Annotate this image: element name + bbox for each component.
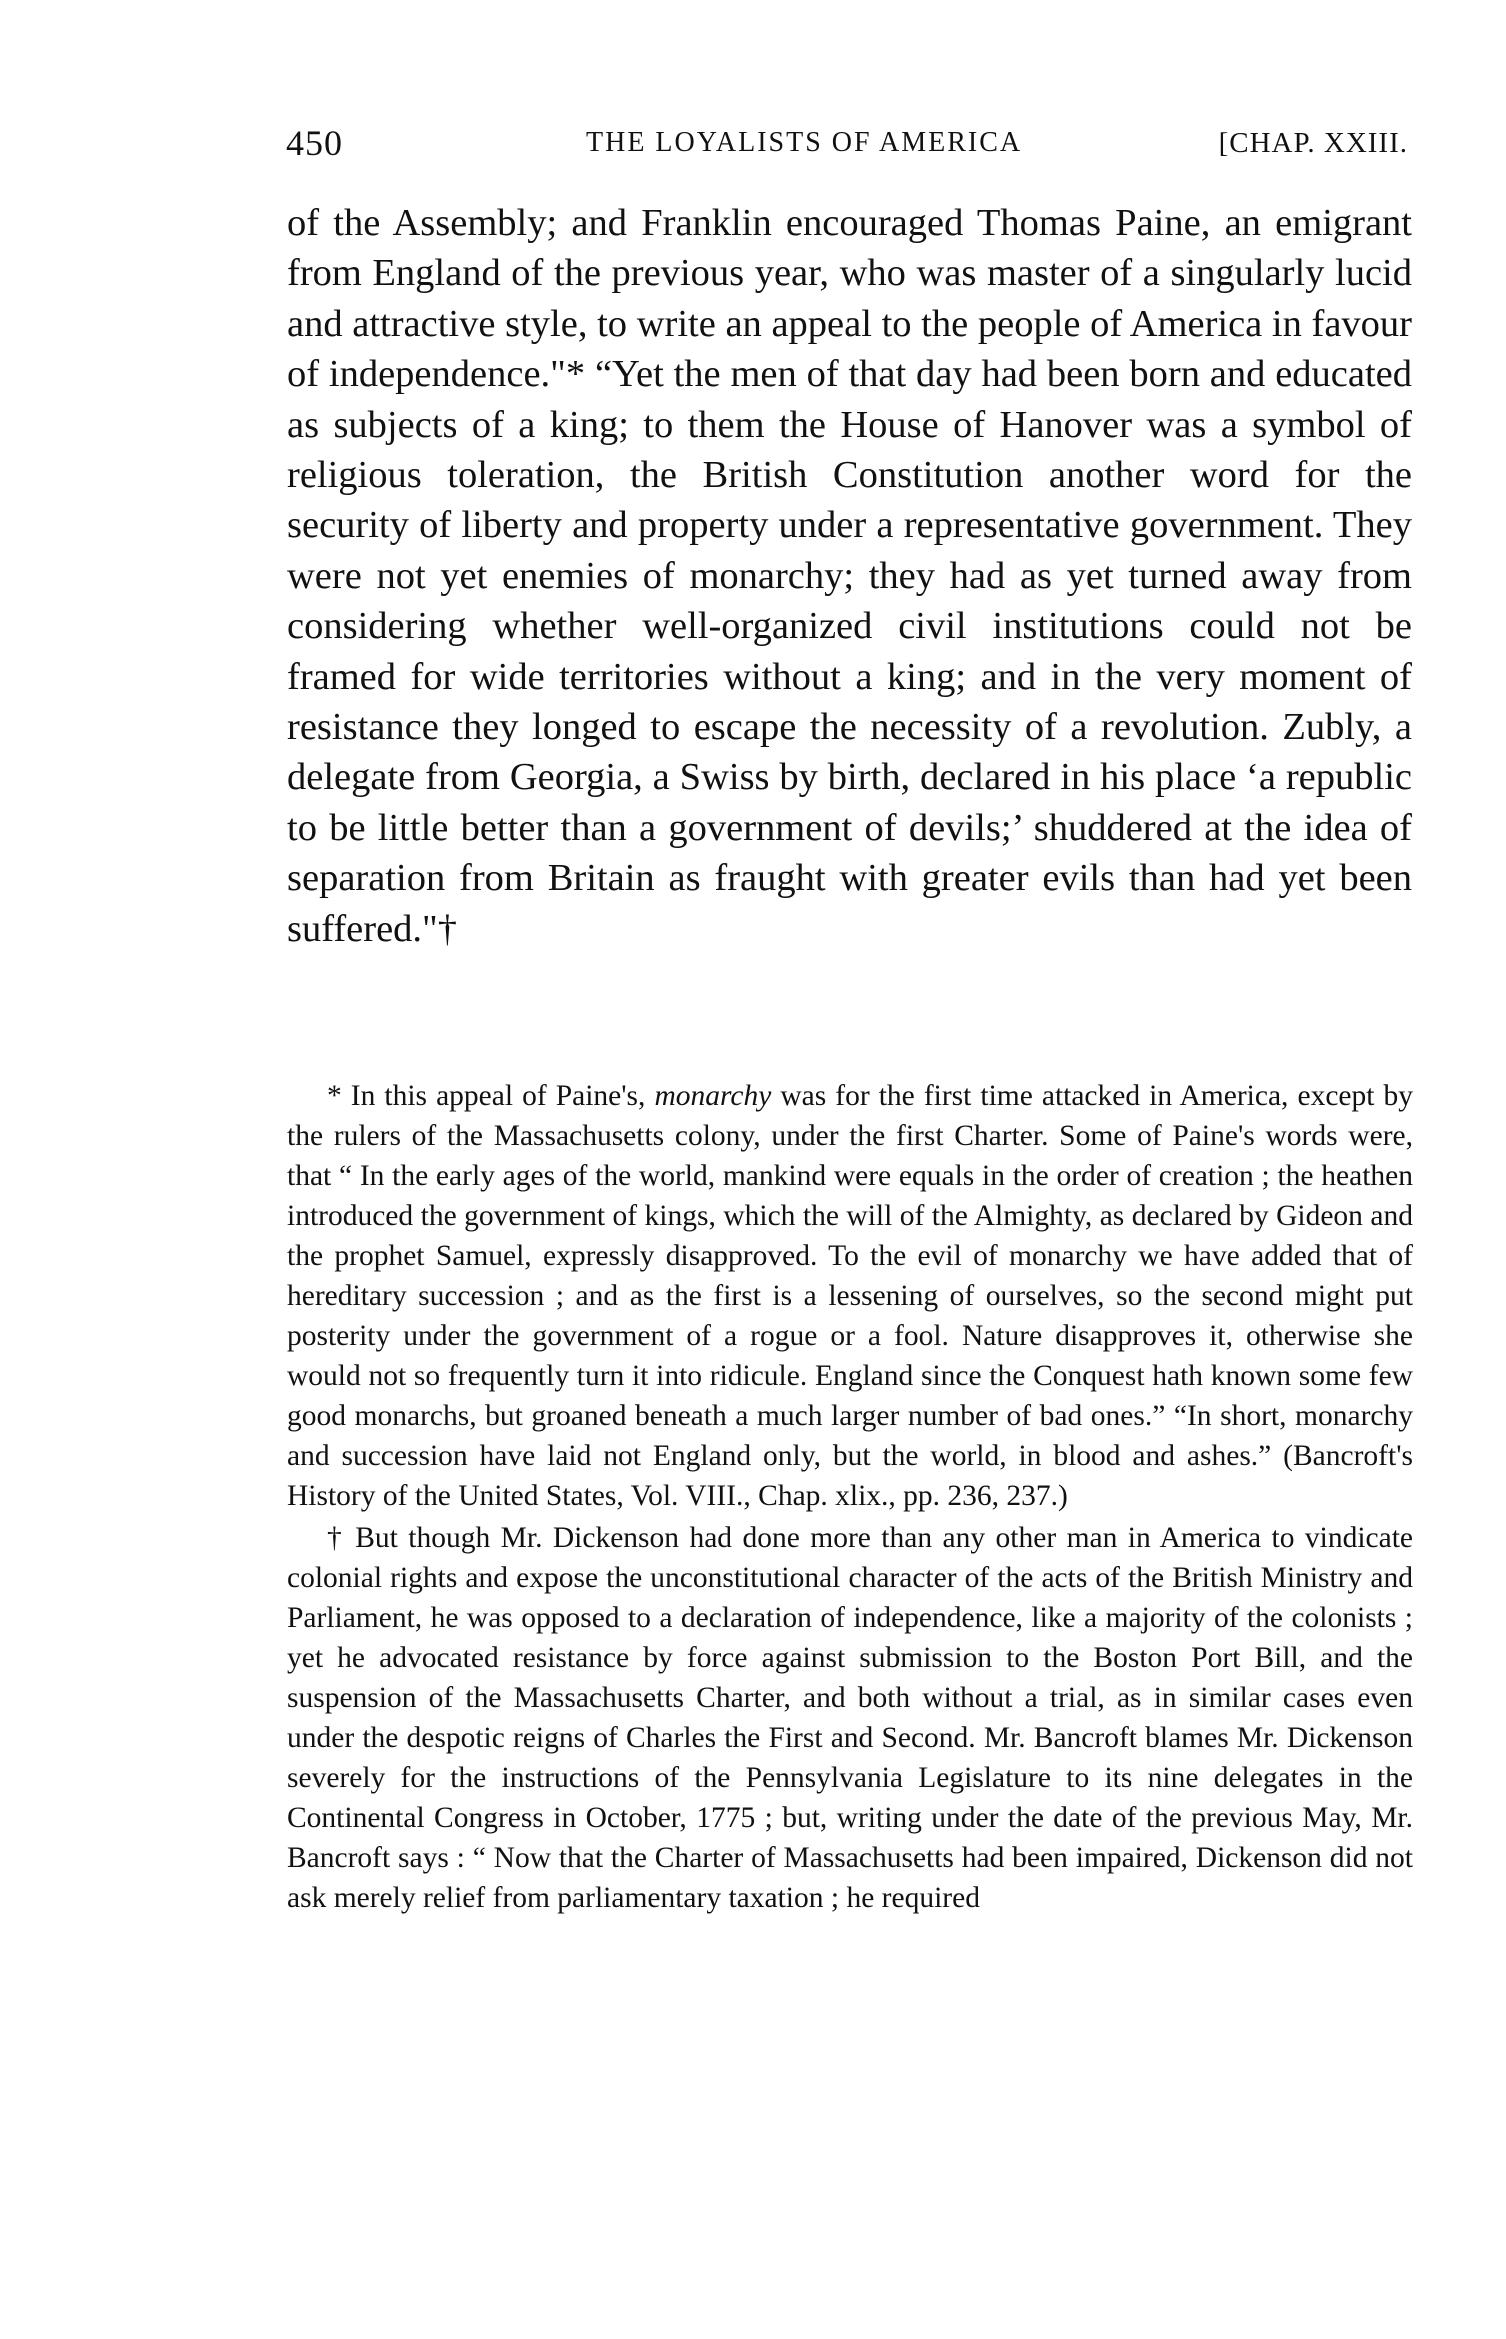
page-number: 450 bbox=[286, 123, 343, 163]
body-paragraph: of the Assembly; and Franklin encouraged Thomas Paine, an emigrant from England of the previous year, who was master of a singularly lucid and attractive style, to write an appeal to the people of America in favour of independence."* “Yet the men of that day had been born and educated as subjects of a king; to them the House of Hanover was a symbol of religious toleration, the British Constitution another word for the security of liberty and property under a representative government. They were not yet enemies of monarchy; they had as yet turned away from considering whether well-organized civil institutions could not be framed for wide territories without a king; and in the very moment of resistance they longed to escape the necessity of a revolution. Zubly, a delegate from Georgia, a Swiss by birth, declared in his place ‘a republic to be little better than a government of devils;’ shuddered at the idea of separation from Britain as fraught with greater evils than had yet been suffered."† bbox=[287, 202, 1412, 950]
footnote-star-text-start: * In this appeal of Paine's, bbox=[327, 1080, 655, 1112]
footnote-dagger: † But though Mr. Dickenson had done more than any other man in America to vindicate colonial rights and expose the unconstitutional character of the acts of the British Ministry and Parliament, he was opposed to a declaration of independence, like a majority of the colonists ; yet he advocated resistance by force against submission to the Boston Port Bill, and the suspension of the Massachusetts Charter, and both without a trial, as in similar cases even under the despotic reigns of Charles the First and Second. Mr. Bancroft blames Mr. Dickenson severely for the instructions of the Pennsylvania Legislature to its nine delegates in the Continental Congress in October, 1775 ; but, writing under the date of the previous May, Mr. Bancroft says : “ Now that the Charter of Massachusetts had been impaired, Dickenson did not ask merely relief from parliamentary taxation ; he required bbox=[287, 1522, 1413, 1914]
running-header bbox=[286, 118, 1408, 168]
footnote-star-italic: monarchy bbox=[654, 1080, 772, 1112]
chapter-label: [CHAP. XXIII. bbox=[1218, 127, 1408, 159]
footnote-star-text-end: was for the first time attacked in America, except by the rulers of the Massachusetts colony, under the first Charter. Some of Paine's words were, that “ In the early ages of the world, mankind were equals in the order of creation ; the heathen introduced the government of kings, which the will of the Almighty, as declared by Gideon and the prophet Samuel, expressly disapproved. To the evil of monarchy we have added that of hereditary succession ; and as the first is a lessening of ourselves, so the second might put posterity under the government of a rogue or a fool. Nature disapproves it, otherwise she would not so frequently turn it into ridicule. England since the Conquest hath known some few good monarchs, but groaned beneath a much larger number of bad ones.” “In short, monarchy and succession have laid not England only, but the world, in blood and ashes.” (Bancroft's History of the United States, Vol. VIII., Chap. xlix., pp. 236, 237.) bbox=[287, 1080, 1413, 1512]
running-title: THE LOYALISTS OF AMERICA bbox=[586, 127, 1023, 158]
footnote-star bbox=[287, 1076, 1413, 1516]
footnotes bbox=[287, 1076, 1413, 1918]
